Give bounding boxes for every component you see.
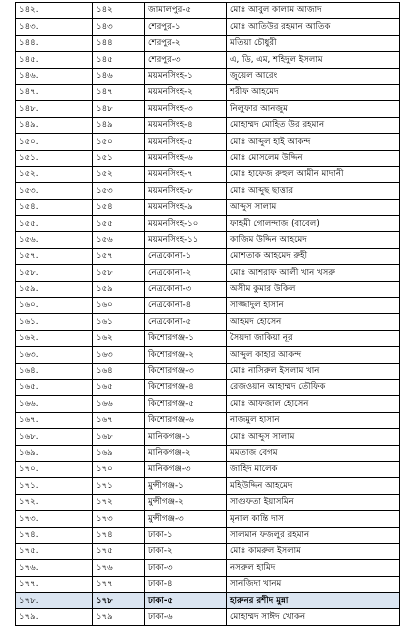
member-name-cell: মোহাম্মদ সাঈদ খোকন (227, 609, 400, 625)
member-name-cell: সৈয়দা জাকিয়া নূর (227, 330, 400, 346)
table-row (16, 576, 400, 592)
seat-number-cell: ১৭৯ (93, 609, 145, 625)
seat-number-cell: ১৪৫ (93, 52, 145, 68)
constituency-cell: ময়মনসিংহ-১ (145, 68, 227, 84)
seat-number-cell: ১৭৪ (93, 527, 145, 543)
table-row (16, 494, 400, 510)
constituency-cell: জামালপুর-৫ (145, 3, 227, 19)
seat-number-cell: ১৬১ (93, 314, 145, 330)
constituency-cell: নেত্রকোনা-৪ (145, 298, 227, 314)
table-row (16, 527, 400, 543)
seat-number-cell: ১৭১ (93, 478, 145, 494)
table-row (16, 543, 400, 559)
constituency-cell: ঢাকা-৫ (145, 593, 227, 609)
serial-number-cell: ১৪৩. (16, 19, 93, 35)
member-name-cell: মোঃ নাসিরুল ইসলাম খান (227, 363, 400, 379)
table-row (16, 298, 400, 314)
constituency-cell: শেরপুর-১ (145, 19, 227, 35)
table-row (16, 52, 400, 68)
serial-number-cell: ১৫০. (16, 134, 93, 150)
table-body (16, 3, 400, 626)
seat-number-cell: ১৬৯ (93, 445, 145, 461)
member-name-cell: শরীফ আহমেদ (227, 84, 400, 100)
serial-number-cell: ১৬২. (16, 330, 93, 346)
serial-number-cell: ১৬৬. (16, 396, 93, 412)
constituency-cell: ঢাকা-১ (145, 527, 227, 543)
member-name-cell: মোঃ আব্দুস সালাম (227, 429, 400, 445)
seat-number-cell: ১৭০ (93, 461, 145, 477)
constituency-cell: শেরপুর-৩ (145, 52, 227, 68)
table-row (16, 478, 400, 494)
constituency-cell: ময়মনসিংহ-১১ (145, 232, 227, 248)
table-row (16, 593, 400, 609)
table-row (16, 19, 400, 35)
table-row (16, 84, 400, 100)
member-name-cell: মোঃ আব্দুল হাই আকন্দ (227, 134, 400, 150)
member-name-cell: মমতাজ বেগম (227, 445, 400, 461)
constituency-cell: কিশোরগঞ্জ-২ (145, 347, 227, 363)
table-row (16, 117, 400, 133)
member-name-cell: মোঃ মোসলেম উদ্দিন (227, 150, 400, 166)
constituency-cell: মুন্সীগঞ্জ-১ (145, 478, 227, 494)
serial-number-cell: ১৬৮. (16, 429, 93, 445)
seat-number-cell: ১৫১ (93, 150, 145, 166)
seat-number-cell: ১৪৮ (93, 101, 145, 117)
member-name-cell: আহমদ হোসেন (227, 314, 400, 330)
seat-number-cell: ১৫৭ (93, 248, 145, 264)
constituency-cell: ঢাকা-৬ (145, 609, 227, 625)
serial-number-cell: ১৫১. (16, 150, 93, 166)
member-name-cell: জাহিদ মালেক (227, 461, 400, 477)
seat-number-cell: ১৫৪ (93, 199, 145, 215)
table-row (16, 183, 400, 199)
constituency-cell: মানিকগঞ্জ-৩ (145, 461, 227, 477)
constituency-cell: ঢাকা-৩ (145, 560, 227, 576)
constituency-cell: ময়মনসিংহ-৯ (145, 199, 227, 215)
serial-number-cell: ১৭৭. (16, 576, 93, 592)
member-name-cell: হারুনর রশীদ মুন্না (227, 593, 400, 609)
serial-number-cell: ১৭৪. (16, 527, 93, 543)
member-name-cell: রেজওয়ান আহাম্মদ তৌফিক (227, 379, 400, 395)
seat-number-cell: ১৭৬ (93, 560, 145, 576)
member-name-cell: নাজমুল হাসান (227, 412, 400, 428)
table-row (16, 314, 400, 330)
member-name-cell: অসীম কুমার উকিল (227, 281, 400, 297)
member-name-cell: ফাহমী গোলন্দাজ (বাবেল) (227, 216, 400, 232)
constituency-cell: ময়মনসিংহ-৩ (145, 101, 227, 117)
seat-number-cell: ১৪৭ (93, 84, 145, 100)
serial-number-cell: ১৭৩. (16, 511, 93, 527)
serial-number-cell: ১৭০. (16, 461, 93, 477)
serial-number-cell: ১৭৯. (16, 609, 93, 625)
seat-number-cell: ১৬৫ (93, 379, 145, 395)
seat-number-cell: ১৬৪ (93, 363, 145, 379)
seat-number-cell: ১৪৩ (93, 19, 145, 35)
table-row (16, 379, 400, 395)
constituency-cell: ঢাকা-৪ (145, 576, 227, 592)
constituency-cell: শেরপুর-২ (145, 35, 227, 51)
seat-number-cell: ১৫৮ (93, 265, 145, 281)
seat-number-cell: ১৬৭ (93, 412, 145, 428)
serial-number-cell: ১৫৭. (16, 248, 93, 264)
constituency-cell: নেত্রকোনা-২ (145, 265, 227, 281)
table-row (16, 347, 400, 363)
serial-number-cell: ১৫৮. (16, 265, 93, 281)
seat-number-cell: ১৫৫ (93, 216, 145, 232)
table-row (16, 232, 400, 248)
seat-number-cell: ১৭৭ (93, 576, 145, 592)
constituency-cell: মানিকগঞ্জ-১ (145, 429, 227, 445)
member-name-cell: এ, ডি, এম, শহিদুল ইসলাম (227, 52, 400, 68)
serial-number-cell: ১৭৮. (16, 593, 93, 609)
constituency-cell: কিশোরগঞ্জ-৬ (145, 412, 227, 428)
member-name-cell: মোঃ আশরাফ আলী খান খসরু (227, 265, 400, 281)
member-name-cell: সাগুফতা ইয়াসমিন (227, 494, 400, 510)
member-name-cell: সালমান ফজলুর রহমান (227, 527, 400, 543)
constituency-cell: ময়মনসিংহ-৬ (145, 150, 227, 166)
member-name-cell: সাজ্জাদুল হাসান (227, 298, 400, 314)
constituency-cell: ময়মনসিংহ-৫ (145, 134, 227, 150)
member-name-cell: মোহাম্মদ মোহিত উর রহমান (227, 117, 400, 133)
serial-number-cell: ১৬৪. (16, 363, 93, 379)
seat-number-cell: ১৫০ (93, 134, 145, 150)
serial-number-cell: ১৪২. (16, 3, 93, 19)
table-row (16, 429, 400, 445)
member-name-cell: জুয়েল আরেং (227, 68, 400, 84)
serial-number-cell: ১৬৭. (16, 412, 93, 428)
member-name-cell: মতিয়া চৌধুরী (227, 35, 400, 51)
table-row (16, 412, 400, 428)
table-row (16, 68, 400, 84)
serial-number-cell: ১৬৫. (16, 379, 93, 395)
serial-number-cell: ১৪৭. (16, 84, 93, 100)
serial-number-cell: ১৭১. (16, 478, 93, 494)
member-name-cell: মোশতাক আহমেদ রুহী (227, 248, 400, 264)
constituency-cell: কিশোরগঞ্জ-৪ (145, 379, 227, 395)
serial-number-cell: ১৭৫. (16, 543, 93, 559)
seat-number-cell: ১৭৫ (93, 543, 145, 559)
table-row (16, 445, 400, 461)
member-name-cell: মোঃ আব্দুছ ছাত্তার (227, 183, 400, 199)
constituency-cell: নেত্রকোনা-১ (145, 248, 227, 264)
serial-number-cell: ১৪৯. (16, 117, 93, 133)
member-name-cell: কাজিম উদ্দিন আহমেদ (227, 232, 400, 248)
member-list-table-container (15, 2, 400, 626)
serial-number-cell: ১৫৩. (16, 183, 93, 199)
seat-number-cell: ১৫৩ (93, 183, 145, 199)
table-row (16, 35, 400, 51)
table-row (16, 134, 400, 150)
serial-number-cell: ১৬০. (16, 298, 93, 314)
constituency-cell: নেত্রকোনা-৫ (145, 314, 227, 330)
seat-number-cell: ১৫২ (93, 166, 145, 182)
constituency-cell: কিশোরগঞ্জ-৩ (145, 363, 227, 379)
seat-number-cell: ১৬৩ (93, 347, 145, 363)
serial-number-cell: ১৫৯. (16, 281, 93, 297)
table-row (16, 281, 400, 297)
table-row (16, 461, 400, 477)
seat-number-cell: ১৫৯ (93, 281, 145, 297)
constituency-cell: মুন্সীগঞ্জ-৩ (145, 511, 227, 527)
member-name-cell: নিলুফার আনজুম (227, 101, 400, 117)
member-name-cell: নসরুল হামিদ (227, 560, 400, 576)
table-row (16, 363, 400, 379)
table-row (16, 216, 400, 232)
serial-number-cell: ১৭৬. (16, 560, 93, 576)
member-name-cell: মোঃ হাফেজ রুহুল আমীন মাদানী (227, 166, 400, 182)
seat-number-cell: ১৪৬ (93, 68, 145, 84)
member-name-cell: মৃনাল কান্তি দাস (227, 511, 400, 527)
member-name-cell: মোঃ আতিউর রহমান আতিক (227, 19, 400, 35)
member-name-cell: আব্দুল কাহার আকন্দ (227, 347, 400, 363)
table-row (16, 396, 400, 412)
seat-number-cell: ১৪২ (93, 3, 145, 19)
table-row (16, 150, 400, 166)
constituency-cell: কিশোরগঞ্জ-৫ (145, 396, 227, 412)
serial-number-cell: ১৫৫. (16, 216, 93, 232)
seat-number-cell: ১৪৪ (93, 35, 145, 51)
serial-number-cell: ১৫৪. (16, 199, 93, 215)
seat-number-cell: ১৫৬ (93, 232, 145, 248)
table-row (16, 330, 400, 346)
table-row (16, 101, 400, 117)
serial-number-cell: ১৬৯. (16, 445, 93, 461)
constituency-cell: ময়মনসিংহ-১০ (145, 216, 227, 232)
table-row (16, 511, 400, 527)
member-list-table (15, 2, 400, 626)
constituency-cell: ময়মনসিংহ-৮ (145, 183, 227, 199)
constituency-cell: নেত্রকোনা-৩ (145, 281, 227, 297)
constituency-cell: ময়মনসিংহ-৪ (145, 117, 227, 133)
seat-number-cell: ১৬২ (93, 330, 145, 346)
constituency-cell: ঢাকা-২ (145, 543, 227, 559)
serial-number-cell: ১৬৩. (16, 347, 93, 363)
constituency-cell: ময়মনসিংহ-২ (145, 84, 227, 100)
constituency-cell: কিশোরগঞ্জ-১ (145, 330, 227, 346)
member-name-cell: মোঃ আবুল কালাম আজাদ (227, 3, 400, 19)
seat-number-cell: ১৭২ (93, 494, 145, 510)
serial-number-cell: ১৪৬. (16, 68, 93, 84)
seat-number-cell: ১৬৮ (93, 429, 145, 445)
member-name-cell: সানজিদা খানম (227, 576, 400, 592)
serial-number-cell: ১৫২. (16, 166, 93, 182)
member-name-cell: মহিউদ্দিন আহমেদ (227, 478, 400, 494)
seat-number-cell: ১৬৬ (93, 396, 145, 412)
seat-number-cell: ১৪৯ (93, 117, 145, 133)
seat-number-cell: ১৭৮ (93, 593, 145, 609)
constituency-cell: মানিকগঞ্জ-২ (145, 445, 227, 461)
table-row (16, 199, 400, 215)
serial-number-cell: ১৭২. (16, 494, 93, 510)
seat-number-cell: ১৬০ (93, 298, 145, 314)
table-row (16, 609, 400, 625)
table-row (16, 248, 400, 264)
member-name-cell: আব্দুস সালাম (227, 199, 400, 215)
table-row (16, 265, 400, 281)
table-row (16, 560, 400, 576)
table-row (16, 166, 400, 182)
seat-number-cell: ১৭৩ (93, 511, 145, 527)
constituency-cell: ময়মনসিংহ-৭ (145, 166, 227, 182)
table-row (16, 3, 400, 19)
member-name-cell: মোঃ কামরুল ইসলাম (227, 543, 400, 559)
serial-number-cell: ১৬১. (16, 314, 93, 330)
constituency-cell: মুন্সীগঞ্জ-২ (145, 494, 227, 510)
serial-number-cell: ১৪৫. (16, 52, 93, 68)
serial-number-cell: ১৪৮. (16, 101, 93, 117)
serial-number-cell: ১৪৪. (16, 35, 93, 51)
member-name-cell: মোঃ আফজাল হোসেন (227, 396, 400, 412)
serial-number-cell: ১৫৬. (16, 232, 93, 248)
